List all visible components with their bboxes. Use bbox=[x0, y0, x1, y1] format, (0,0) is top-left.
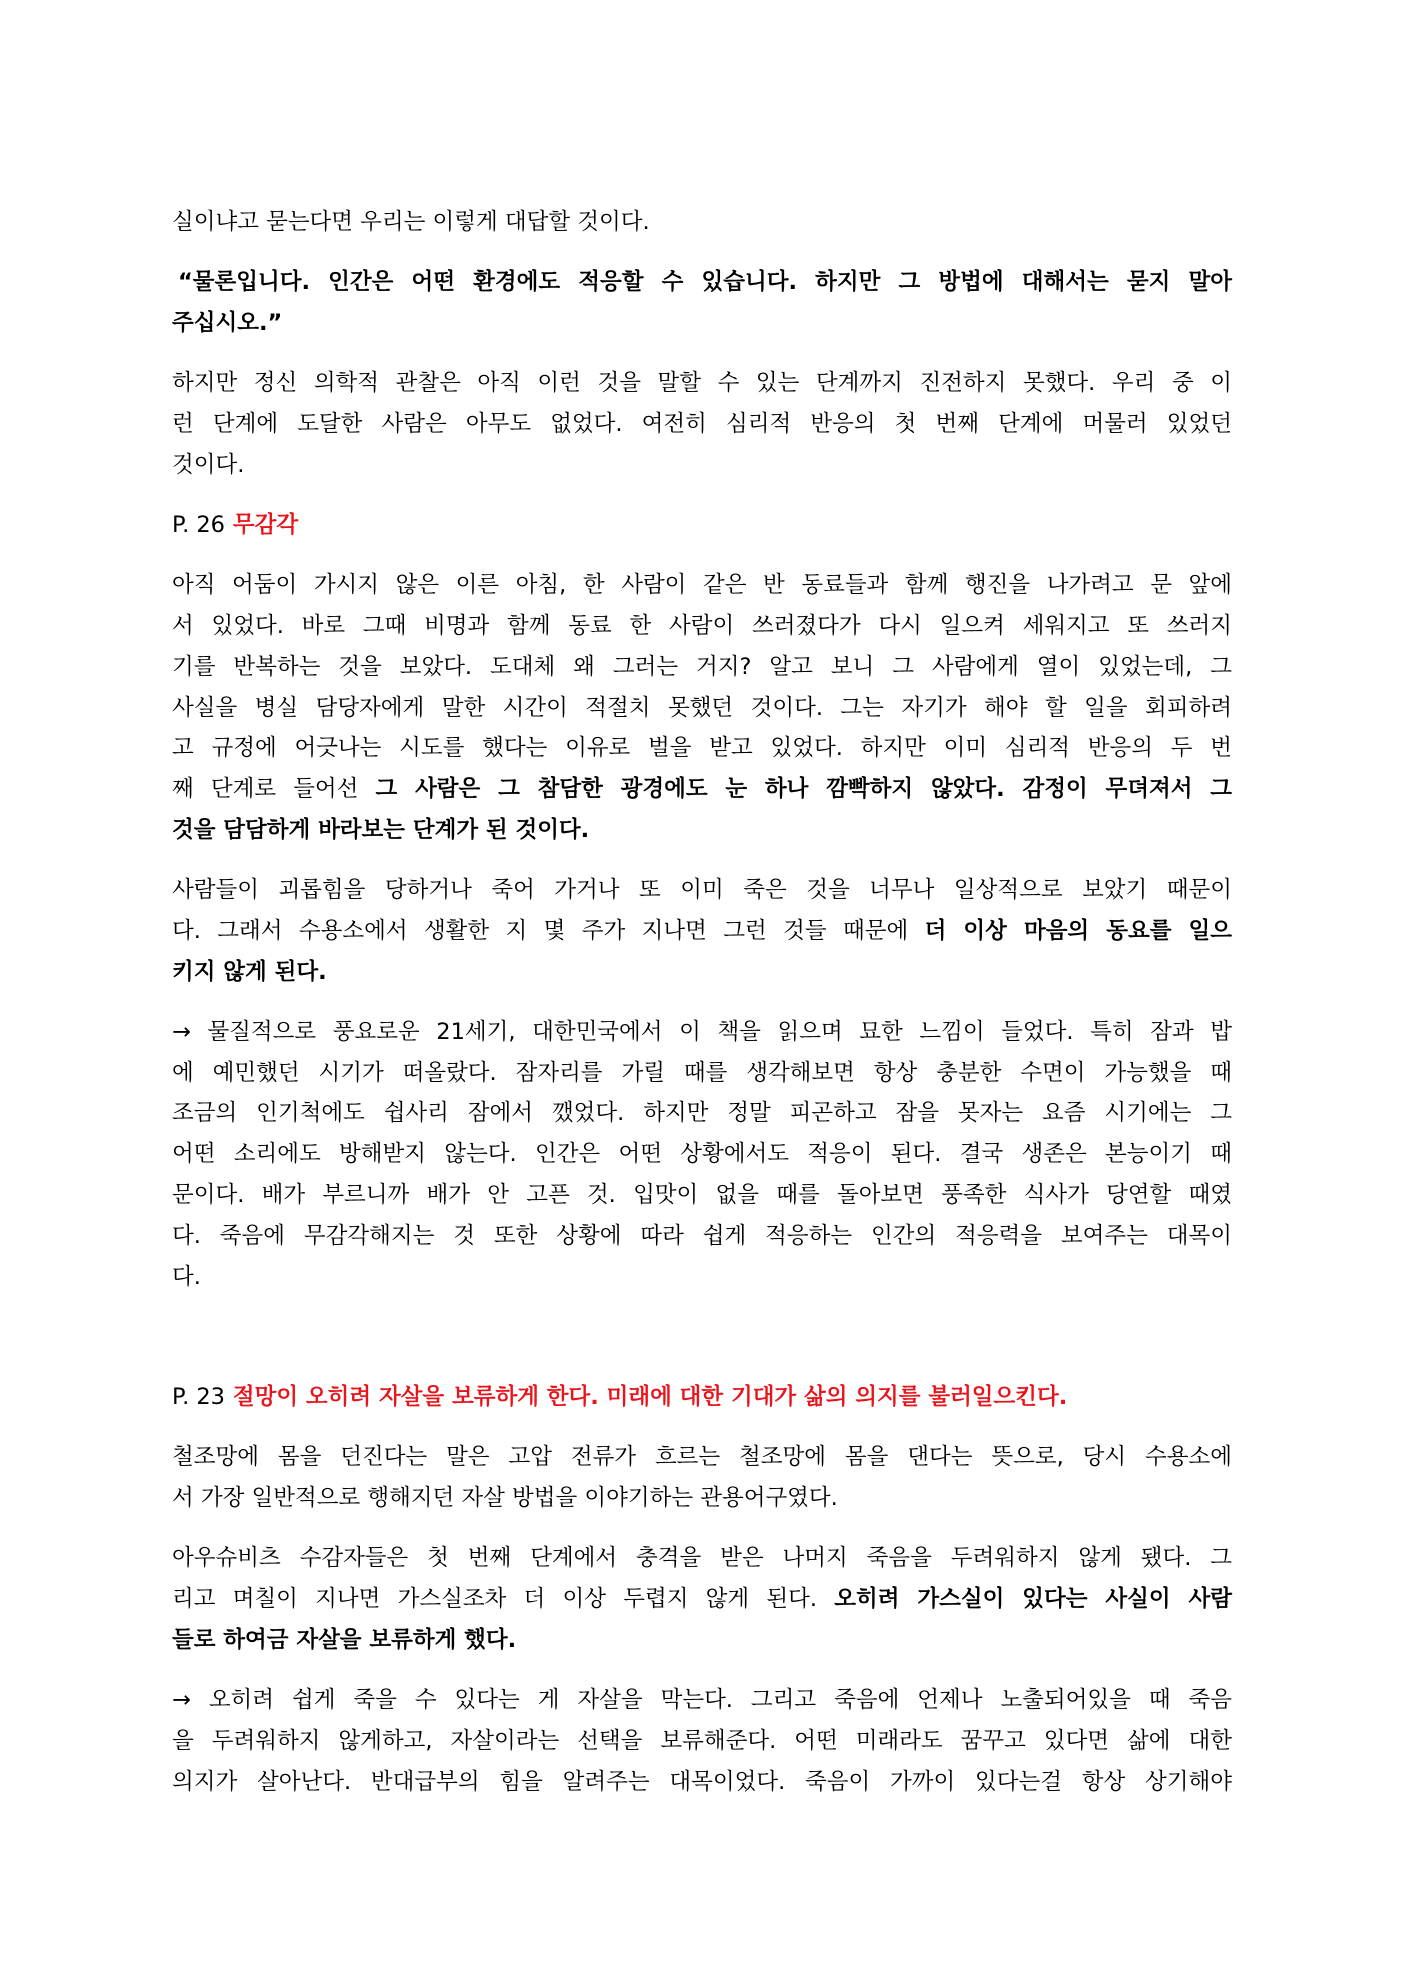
section-heading bbox=[172, 1377, 1232, 1418]
text-line: 다. bbox=[172, 1263, 201, 1290]
text-line: 고 규정에 어긋나는 시도를 했다는 이유로 벌을 받고 있었다. 하지만 이미 심리적 반응의 두 번 bbox=[172, 735, 1232, 762]
text-segment: 다. 그래서 수용소에서 생활한 지 몇 주가 지나면 그런 것들 때문에 bbox=[172, 917, 925, 944]
text-line: 런 단계에 도달한 사람은 아무도 없었다. 여전히 심리적 반응의 첫 번째 단계에 머물러 있었던 bbox=[172, 410, 1232, 437]
text-line: 실이냐고 묻는다면 우리는 이렇게 대답할 것이다. bbox=[172, 209, 650, 235]
paragraph bbox=[172, 1538, 1232, 1660]
text-line bbox=[172, 911, 1232, 952]
text-line: 조금의 인기척에도 쉽사리 잠에서 깼었다. 하지만 정말 피곤하고 잠을 못자는 요즘 시기에는 그 bbox=[172, 1100, 1232, 1127]
bold-text: 더 이상 마음의 동요를 일으 bbox=[924, 917, 1232, 944]
text-line: 문이다. 배가 부르니까 배가 안 고픈 것. 입맛이 없을 때를 돌아보면 풍족한 식사가 당연할 때였 bbox=[172, 1182, 1232, 1209]
section-title: 무감각 bbox=[232, 511, 299, 538]
bold-text: 그 사람은 그 참담한 광경에도 눈 하나 깜빡하지 않았다. 감정이 무뎌져서 그 bbox=[375, 776, 1233, 803]
text-line: 기를 반복하는 것을 보았다. 도대체 왜 그러는 거지? 알고 보니 그 사람에게 열이 있었는데, 그 bbox=[172, 653, 1232, 680]
text-line: 다. 죽음에 무감각해지는 것 또한 상황에 따라 쉽게 적응하는 인간의 적응력을 보여주는 대목이 bbox=[172, 1222, 1232, 1249]
reflection-paragraph bbox=[172, 1012, 1232, 1298]
bold-text-line: 것을 담담하게 바라보는 단계가 된 것이다. bbox=[172, 816, 590, 843]
blank-line bbox=[172, 1317, 1232, 1358]
text-line: 어떤 소리에도 방해받지 않는다. 인간은 어떤 상황에서도 적응이 된다. 결국 생존은 본능이기 때 bbox=[172, 1141, 1232, 1168]
text-line: 것이다. bbox=[172, 451, 245, 478]
paragraph bbox=[172, 870, 1232, 992]
quote-line: 주십시오.” bbox=[172, 309, 283, 336]
text-line bbox=[172, 769, 1232, 810]
paragraph bbox=[172, 202, 1232, 243]
quote-paragraph bbox=[172, 262, 1232, 344]
bold-text-line: 키지 않게 된다. bbox=[172, 958, 327, 985]
text-line: 아직 어둠이 가시지 않은 이른 아침, 한 사람이 같은 반 동료들과 함께 행진을 나가려고 문 앞에 bbox=[172, 572, 1232, 599]
text-line: 의지가 살아난다. 반대급부의 힘을 알려주는 대목이었다. 죽음이 가까이 있다는걸 항상 상기해야 bbox=[172, 1768, 1232, 1795]
text-line: 을 두려워하지 않게하고, 자살이라는 선택을 보류해준다. 어떤 미래라도 꿈꾸고 있다면 삶에 대한 bbox=[172, 1727, 1232, 1754]
page-reference: P. 26 bbox=[172, 511, 225, 538]
section-title: 절망이 오히려 자살을 보류하게 한다. 미래에 대한 기대가 삶의 의지를 불러일으킨다. bbox=[232, 1384, 1068, 1411]
text-line: 하지만 정신 의학적 관찰은 아직 이런 것을 말할 수 있는 단계까지 진전하지 못했다. 우리 중 이 bbox=[172, 370, 1232, 397]
section-heading bbox=[172, 505, 1232, 546]
text-line: 사람들이 괴롭힘을 당하거나 죽어 가거나 또 이미 죽은 것을 너무나 일상적으로 보았기 때문이 bbox=[172, 877, 1232, 904]
text-line: 철조망에 몸을 던진다는 말은 고압 전류가 흐르는 철조망에 몸을 댄다는 뜻으로, 당시 수용소에 bbox=[172, 1444, 1232, 1471]
reflection-paragraph bbox=[172, 1680, 1232, 1802]
text-segment: 째 단계로 들어선 bbox=[172, 776, 376, 803]
text-line: 서 가장 일반적으로 행해지던 자살 방법을 이야기하는 관용어구였다. bbox=[172, 1485, 838, 1512]
bold-text: 오히려 가스실이 있다는 사실이 사람 bbox=[834, 1586, 1232, 1613]
text-line: → 오히려 쉽게 죽을 수 있다는 게 자살을 막는다. 그리고 죽음에 언제나 노출되어있을 때 죽음 bbox=[172, 1687, 1232, 1713]
text-line bbox=[172, 1579, 1232, 1620]
quote-line: “물론입니다. 인간은 어떤 환경에도 적응할 수 있습니다. 하지만 그 방법에 대해서는 묻지 말아 bbox=[178, 269, 1232, 296]
text-line: 사실을 병실 담당자에게 말한 시간이 적절치 못했던 것이다. 그는 자기가 해야 할 일을 회피하려 bbox=[172, 694, 1232, 721]
page-content bbox=[172, 202, 1232, 1822]
bold-text-line: 들로 하여금 자살을 보류하게 했다. bbox=[172, 1626, 517, 1653]
text-line: 아우슈비츠 수감자들은 첫 번째 단계에서 충격을 받은 나머지 죽음을 두려워하지 않게 됐다. 그 bbox=[172, 1545, 1232, 1572]
paragraph bbox=[172, 565, 1232, 851]
text-line: 서 있었다. 바로 그때 비명과 함께 동료 한 사람이 쓰러졌다가 다시 일으켜 세워지고 또 쓰러지 bbox=[172, 612, 1232, 639]
paragraph bbox=[172, 1437, 1232, 1519]
text-line: 에 예민했던 시기가 떠올랐다. 잠자리를 가릴 때를 생각해보면 항상 충분한 수면이 가능했을 때 bbox=[172, 1059, 1232, 1086]
text-line: → 물질적으로 풍요로운 21세기, 대한민국에서 이 책을 읽으며 묘한 느낌이 들었다. 특히 잠과 밥 bbox=[172, 1018, 1232, 1045]
page-reference: P. 23 bbox=[172, 1384, 225, 1411]
paragraph bbox=[172, 363, 1232, 485]
text-segment: 리고 며칠이 지나면 가스실조차 더 이상 두렵지 않게 된다. bbox=[172, 1586, 835, 1613]
